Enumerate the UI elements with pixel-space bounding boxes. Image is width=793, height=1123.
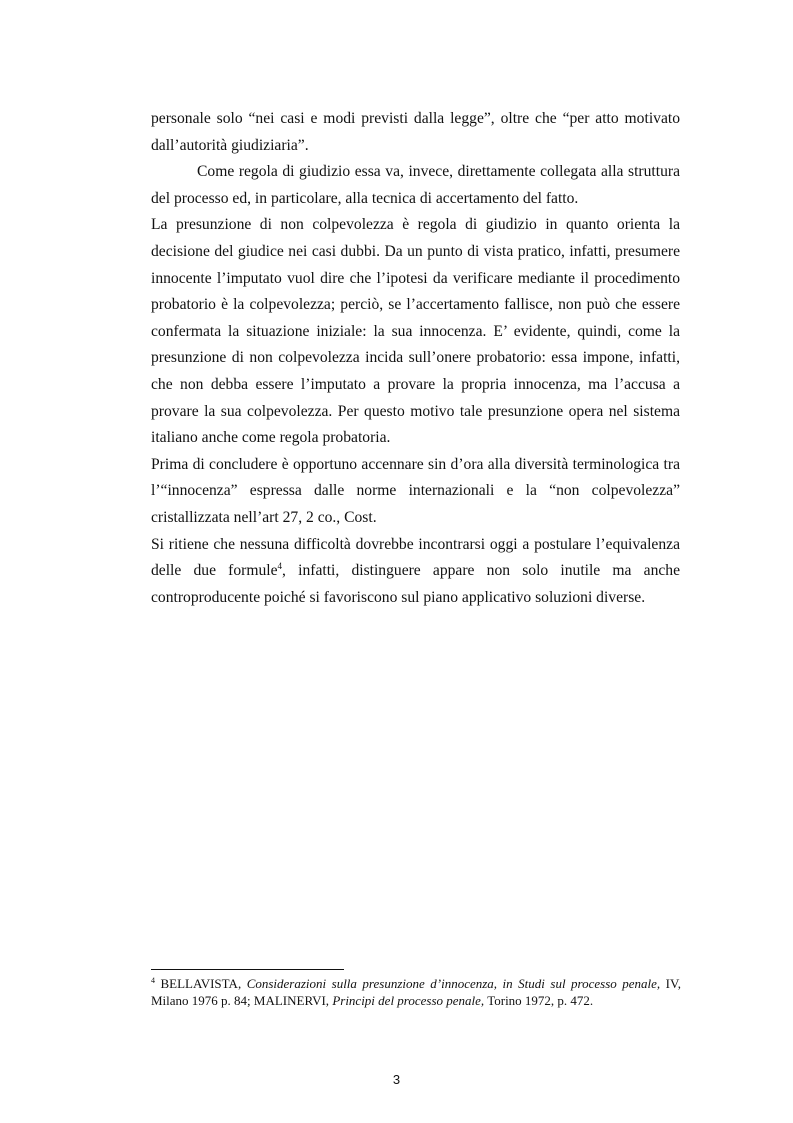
paragraph-5-start: Si ritiene che nessuna difficoltà dovrebbe incontrarsi oggi a postulare l’equivalenza delle due formule	[151, 535, 680, 580]
footnote-title-1: Considerazioni sulla presunzione d’innocenza, in Studi sul processo penale,	[246, 976, 661, 991]
footnote-marker: 4	[151, 976, 155, 985]
footnote	[151, 975, 681, 1009]
footnote-rest-1: IV, Milano 1976 p. 84; MALINERVI,	[151, 976, 681, 1008]
paragraph-5-end: , infatti, distinguere appare non solo inutile ma anche controproducente poiché si favoriscono sul piano applicativo soluzioni diverse.	[151, 562, 680, 606]
paragraph-1: personale solo “nei casi e modi previsti dalla legge”, oltre che “per atto motivato dall’autorità giudiziaria”.	[151, 110, 680, 154]
paragraph-2: Come regola di giudizio essa va, invece, direttamente collegata alla struttura del processo ed, in particolare, alla tecnica di accertamento del fatto.	[151, 163, 680, 207]
main-text	[151, 106, 680, 611]
paragraph-3: La presunzione di non colpevolezza è regola di giudizio in quanto orienta la decisione del giudice nei casi dubbi. Da un punto di vista pratico, infatti, presumere innocente l’imputato vuol dire che l’ipotesi da verificare mediante il procedimento probatorio è la colpevolezza; perciò, se l’accertamento fallisce, non può che essere confermata la situazione iniziale: la sua innocenza. E’ evidente, quindi, come la presunzione di non colpevolezza incida sull’onere probatorio: essa impone, infatti, che non debba essere l’imputato a provare la propria innocenza, ma l’accusa a provare la sua colpevolezza. Per questo motivo tale presunzione opera nel sistema italiano anche come regola probatoria.	[151, 216, 680, 447]
page-number: 3	[392, 1072, 401, 1087]
footnote-divider	[151, 969, 344, 970]
paragraph-4: Prima di concludere è opportuno accennare sin d’ora alla diversità terminologica tra l’“innocenza” espressa dalle norme internazionali e la “non colpevolezza” cristallizzata nell’art 27, 2 co., Cost.	[151, 455, 680, 526]
footnote-rest-2: Torino 1972, p. 472.	[484, 993, 594, 1008]
footnote-author-1: BELLAVISTA,	[155, 976, 247, 991]
footnote-title-2: Principi del processo penale,	[332, 993, 485, 1008]
paragraph-5	[151, 532, 680, 612]
footnote-reference[interactable]: 4	[277, 561, 283, 572]
